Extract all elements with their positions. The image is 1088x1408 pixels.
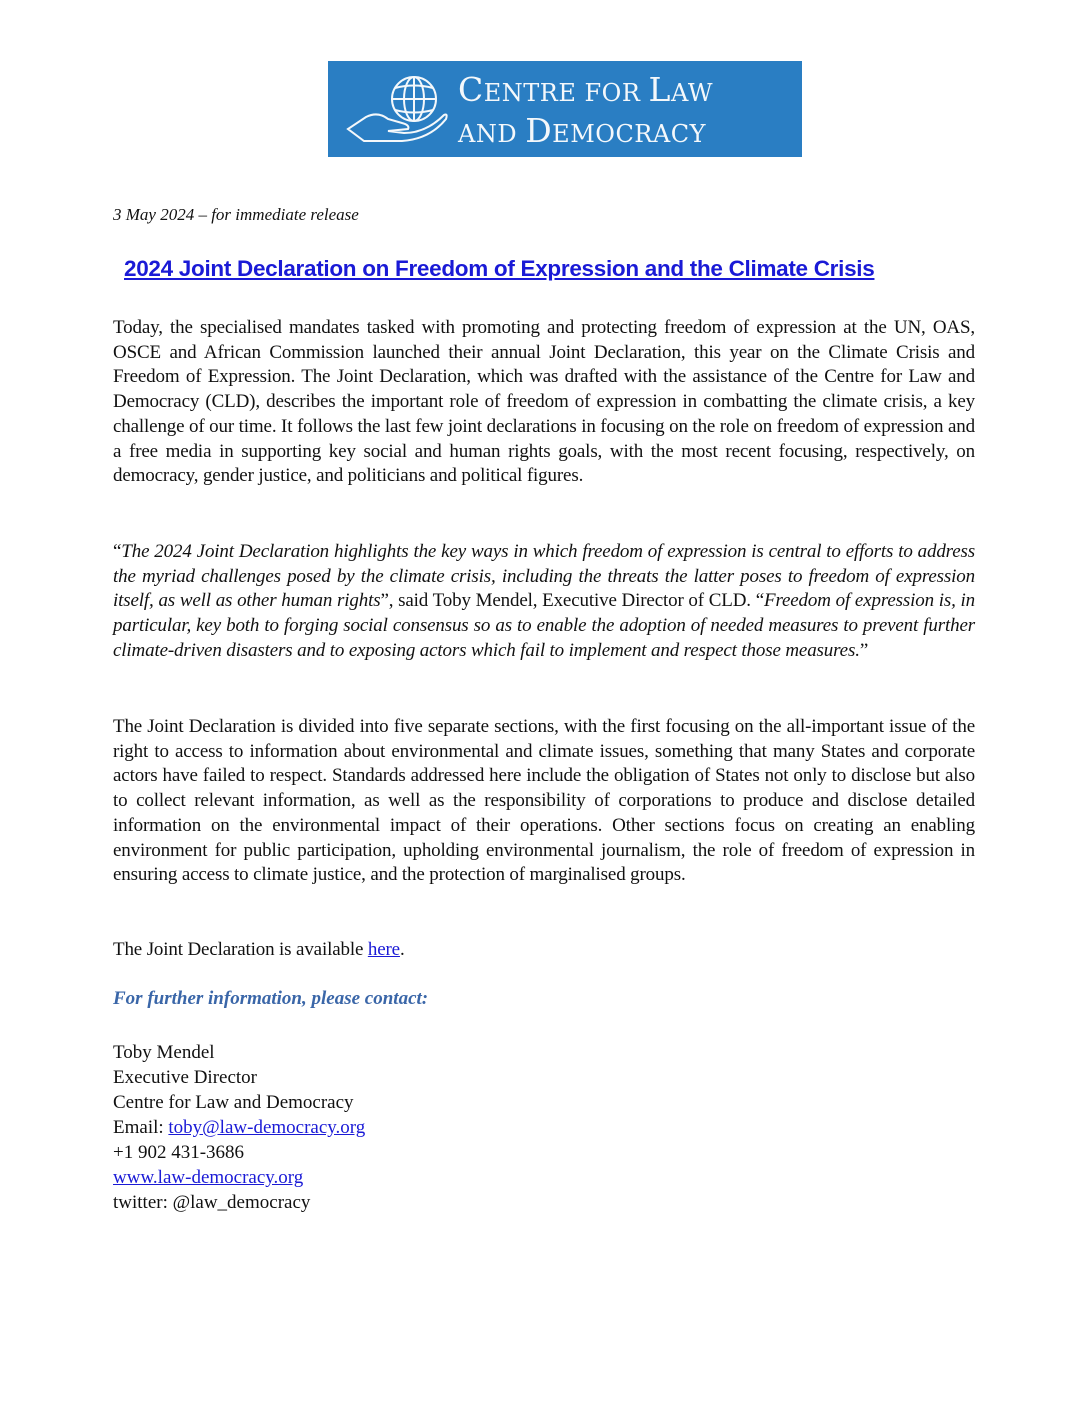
attribution: ”, said Toby Mendel, Executive Director of CLD. “ [380,590,764,612]
contact-heading: For further information, please contact: [113,988,429,1009]
logo-text: AND [458,120,526,148]
cld-logo [328,61,802,157]
contact-twitter: twitter: @law_democracy [113,1192,311,1213]
body-paragraph-3: The Joint Declaration is divided into five separate sections, with the first focusing on the all-important issue of the right to access to information about environmental and climate issues, something that many States and corporate actors have failed to respect. Standards addressed here include the obligation of States not only to disclose but also to collect relevant information, as well as the responsibility of corporations to produce and disclose detailed information on the environmental impact of their operations. Other sections focus on creating an enabling environment for public participation, upholding environmental journalism, the role of freedom of expression in ensuring access to climate justice, and the protection of marginalised groups. [113,716,975,886]
logo-wordmark [458,71,713,153]
email-link[interactable]: toby@law-democracy.org [168,1117,366,1138]
website-link[interactable]: www.law-democracy.org [113,1167,304,1188]
release-date: 3 May 2024 – for immediate release [113,205,359,224]
body-paragraph-1: Today, the specialised mandates tasked with promoting and protecting freedom of expression at the UN, OAS, OSCE and African Commission launched their annual Joint Declaration, this year on the Climate Crisis and Freedom of Expression. The Joint Declaration, which was drafted with the assistance of the Centre for Law and Democracy (CLD), describes the important role of freedom of expression in combatting the climate crisis, a key challenge of our time. It follows the last few joint declarations in focusing on the role on freedom of expression and a free media in supporting key social and human rights goals, with the most recent focusing, respectively, on democracy, gender justice, and politicians and political figures. [113,317,975,487]
press-release-title-link[interactable]: 2024 Joint Declaration on Freedom of Expression and the Climate Crisis [124,256,875,281]
contact-phone: +1 902 431-3686 [113,1142,245,1163]
body-paragraph-2-quote [113,540,975,664]
globe-in-hand-icon [344,73,454,145]
email-label: Email: [113,1117,169,1138]
logo-text: C [458,70,484,109]
availability-line [113,938,975,963]
contact-email-row [113,1115,365,1140]
availability-period: . [399,939,405,960]
logo-text: AW [670,79,713,107]
declaration-here-link[interactable]: here [367,939,400,960]
availability-text: The Joint Declaration is available [113,939,368,960]
quote-text-2: Freedom of expression is, in particular, key both to forging social consensus so as to enable the adoption of needed measures to prevent further climate-driven disasters and to exposing actors which fail to implement and respect those measures. [113,590,976,661]
contact-organization: Centre for Law and Democracy [113,1092,354,1113]
quote-text-1: The 2024 Joint Declaration highlights the key ways in which freedom of expression is central to efforts to address the myriad challenges posed by the climate crisis, including the threats the latter poses to freedom of expression itself, as well as other human rights [113,541,975,612]
contact-block [113,1040,365,1215]
logo-text: FOR [584,79,649,107]
contact-role: Executive Director [113,1067,258,1088]
logo-text: L [648,70,671,109]
logo-text: ENTRE [483,79,585,107]
logo-text: D [525,111,553,150]
logo-text: EMOCRACY [552,120,706,148]
open-quote: “ [113,541,122,562]
contact-name: Toby Mendel [113,1042,215,1063]
close-quote: ” [859,639,869,661]
